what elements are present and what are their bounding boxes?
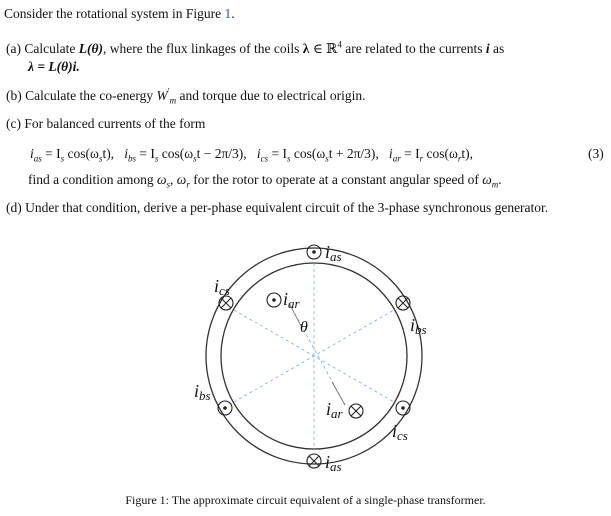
- item-c: (c) For balanced currents of the form: [6, 116, 206, 131]
- label-ias-top: ias: [325, 242, 342, 264]
- inductance-matrix: L(θ): [78, 41, 103, 56]
- label-ics-right: ics: [392, 421, 408, 443]
- figure-reference-link[interactable]: 1: [224, 6, 232, 21]
- item-a-label: (a): [6, 41, 21, 56]
- ics-dot: [401, 406, 405, 410]
- equation-3: $i_{as} = I_s$ $\cos(\omega_st)$, $i_{bs} = I_s$ $\cos(\omega_st - 2\pi/3)$, $i_{cs} = I_s$ $\cos(\omega_st + 2\pi/3)$, $i_{ar} = I_r$ $\cos(\omega_rt)$,: [30, 146, 473, 164]
- current-vector: i: [485, 41, 490, 56]
- label-theta: θ: [300, 319, 308, 336]
- figure-caption: Figure 1: The approximate circuit equivalent of a single-phase transformer.: [125, 493, 486, 507]
- item-d: (d) Under that condition, derive a per-phase equivalent circuit of the 3-phase synchronous generator.: [6, 200, 549, 215]
- item-a-line2: λ = L(θ)i.: [28, 59, 80, 74]
- rotor-axis-lower: [332, 382, 345, 405]
- item-b: (b) Calculate the co-energy $W'_m$ and torque due to electrical origin.: [6, 86, 366, 106]
- intro-sentence: Consider the rotational system in Figure 1.: [4, 6, 235, 21]
- axis-lines: [234, 263, 394, 449]
- item-c-label: (c): [6, 116, 21, 131]
- item-c-condition: find a condition among $\omega_s$, $\omega_r$ for the rotor to operate at a constant angular speed of $\omega_m$.: [28, 172, 502, 190]
- label-ics-left: ics: [214, 276, 230, 298]
- ias-dot: [312, 250, 316, 254]
- label-iar-top: iar: [283, 289, 300, 311]
- item-a-line1: (a) Calculate L(θ), where the flux linkages of the coils λ ∈ ℝ$^4$ are related to the currents i as: [6, 39, 505, 56]
- iar-dot: [272, 298, 276, 302]
- ibs-dot: [223, 406, 227, 410]
- label-ibs-left: ibs: [194, 381, 211, 403]
- item-d-label: (d): [6, 200, 22, 215]
- item-b-label: (b): [6, 88, 22, 103]
- label-iar-bottom: iar: [326, 399, 343, 421]
- label-ibs-right: ibs: [410, 315, 427, 337]
- lambda-symbol: λ: [302, 41, 310, 56]
- label-ias-bottom: ias: [325, 452, 342, 474]
- equation-number: (3): [588, 146, 604, 161]
